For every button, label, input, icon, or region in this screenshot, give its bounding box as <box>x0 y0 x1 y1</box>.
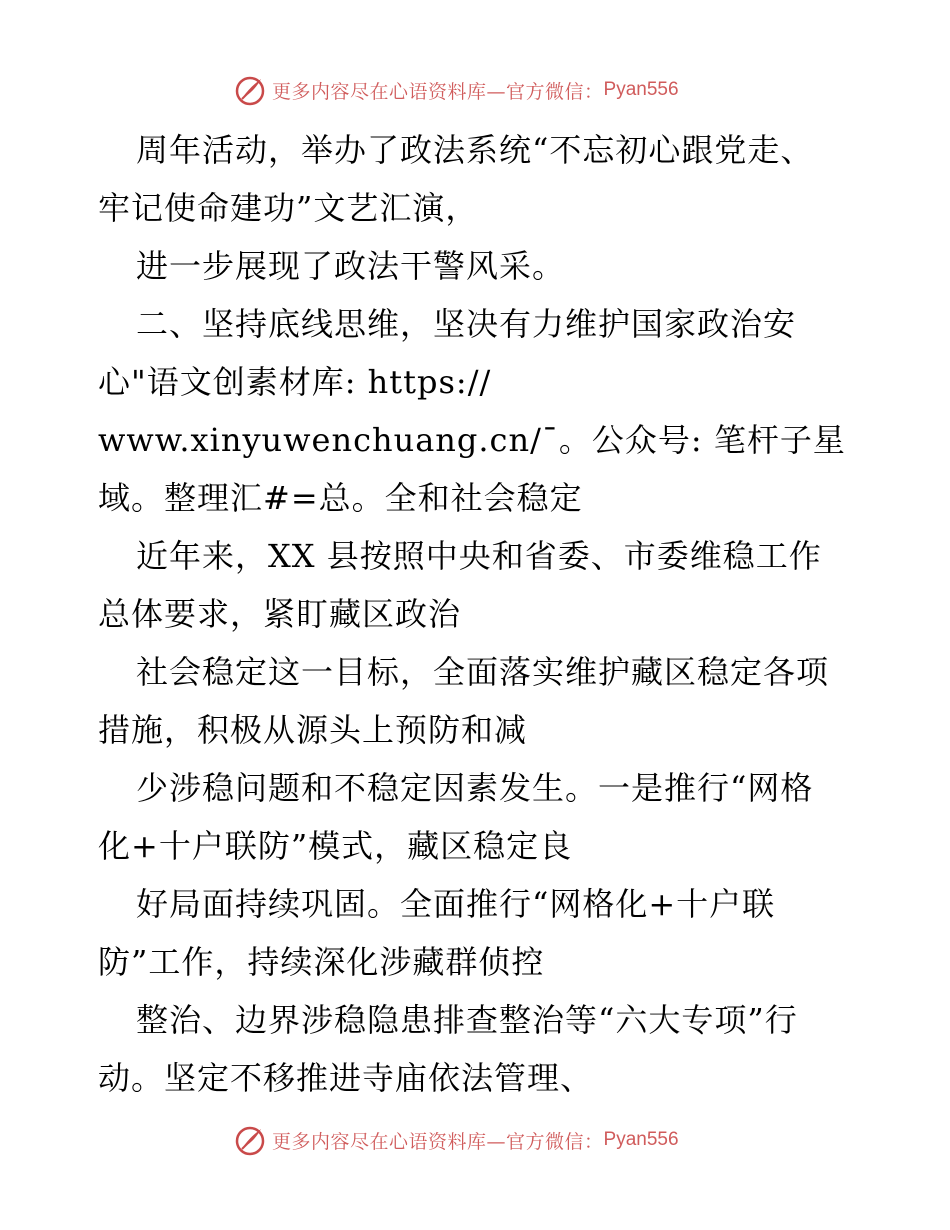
watermark-text: 更多内容尽在心语资料库—官方微信： <box>272 1130 604 1153</box>
watermark-text: 更多内容尽在心语资料库—官方微信： <box>272 80 604 103</box>
body-line: 域。整理汇#=总。全和社会稳定 <box>98 479 583 517</box>
body-line: 少涉稳问题和不稳定因素发生。一是推行“网格 <box>136 769 814 807</box>
feather-circle-logo-icon <box>234 1124 266 1156</box>
body-line: www.xinyuwenchuang.cn/¯。公众号: 笔杆子星 <box>98 421 846 459</box>
body-line: 近年来，XX 县按照中央和省委、市委维稳工作 <box>136 537 822 575</box>
watermark-account: Pyan556 <box>603 1129 679 1150</box>
body-line: 周年活动，举办了政法系统“不忘初心跟党走、 <box>136 131 814 169</box>
body-line: 总体要求，紧盯藏区政治 <box>98 595 462 633</box>
watermark-account: Pyan556 <box>603 79 679 100</box>
body-line: 措施，积极从源头上预防和减 <box>98 711 528 749</box>
body-line: 社会稳定这一目标，全面落实维护藏区稳定各项 <box>136 653 830 691</box>
body-line: 牢记使命建功”文艺汇演， <box>98 189 479 227</box>
body-line: 化+十户联防”模式，藏区稳定良 <box>98 827 573 865</box>
feather-circle-logo-icon <box>234 74 266 106</box>
body-line: 心"语文创素材库: https:// <box>98 363 492 401</box>
body-line: 好局面持续巩固。全面推行“网格化+十户联 <box>136 885 776 923</box>
footer-watermark <box>234 1122 754 1158</box>
body-line: 进一步展现了政法干警风采。 <box>136 247 566 285</box>
body-line: 整治、边界涉稳隐患排查整治等“六大专项”行 <box>136 1001 798 1039</box>
body-line: 防”工作，持续深化涉藏群侦控 <box>98 943 545 981</box>
body-line: 二、坚持底线思维，坚决有力维护国家政治安 <box>136 305 797 343</box>
header-watermark <box>234 72 754 108</box>
body-line: 动。坚定不移推进寺庙依法管理、 <box>98 1059 594 1097</box>
